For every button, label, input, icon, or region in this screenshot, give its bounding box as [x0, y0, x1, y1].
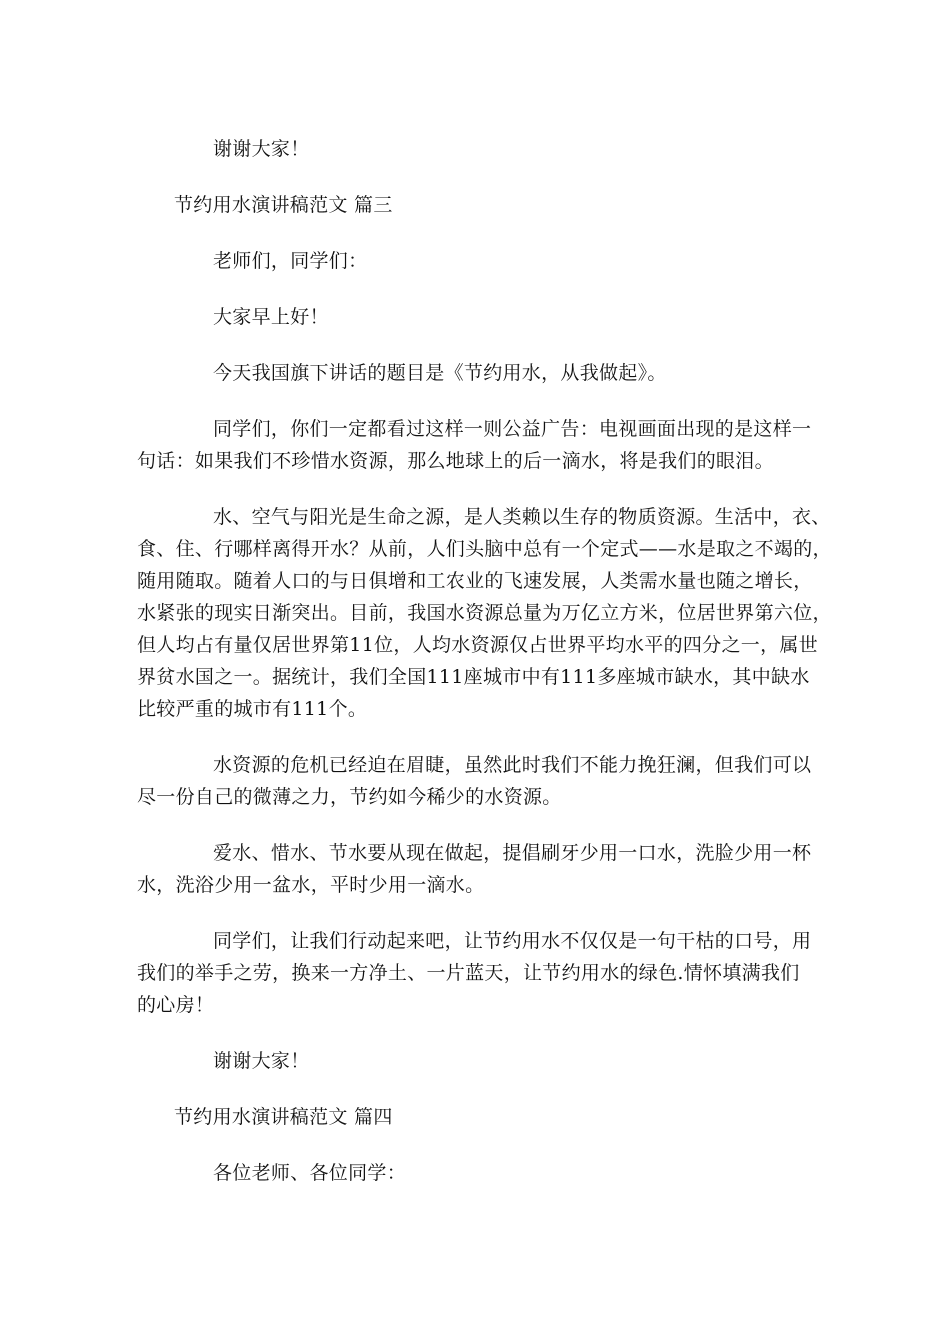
greeting-morning: 大家早上好！ — [213, 306, 329, 328]
para5-line2: 我们的举手之劳，换来一方净土、一片蓝天，让节约用水的绿色.情怀填满我们 — [137, 962, 800, 984]
para2-line6: 界贫水国之一。据统计，我们全国111座城市中有111多座城市缺水，其中缺水 — [137, 666, 810, 688]
para2-line3: 随用随取。随着人口的与日俱增和工农业的飞速发展，人类需水量也随之增长， — [137, 570, 813, 592]
para5-line3: 的心房！ — [137, 994, 215, 1016]
para4-line2: 水，洗浴少用一盆水，平时少用一滴水。 — [137, 874, 485, 896]
para2-line5: 但人均占有量仅居世界第11位，人均水资源仅占世界平均水平的四分之一，属世 — [137, 634, 818, 656]
greeting-all: 各位老师、各位同学： — [213, 1162, 407, 1184]
para2-line1: 水、空气与阳光是生命之源，是人类赖以生存的物质资源。生活中，衣、 — [213, 506, 831, 528]
closing-thanks-1: 谢谢大家！ — [213, 138, 310, 160]
para1-line2: 句话：如果我们不珍惜水资源，那么地球上的后一滴水，将是我们的眼泪。 — [137, 450, 774, 472]
para3-line2: 尽一份自己的微薄之力，节约如今稀少的水资源。 — [137, 786, 562, 808]
para1-line1: 同学们，你们一定都看过这样一则公益广告：电视画面出现的是这样一 — [213, 418, 812, 440]
closing-thanks-2: 谢谢大家！ — [213, 1050, 310, 1072]
para2-line7: 比较严重的城市有111个。 — [137, 698, 368, 720]
para5-line1: 同学们，让我们行动起来吧，让节约用水不仅仅是一句干枯的口号，用 — [213, 930, 812, 952]
para4-line1: 爱水、惜水、节水要从现在做起，提倡刷牙少用一口水，洗脸少用一杯 — [213, 842, 812, 864]
topic-intro: 今天我国旗下讲话的题目是《节约用水，从我做起》。 — [213, 362, 667, 384]
para2-line4: 水紧张的现实日渐突出。目前，我国水资源总量为万亿立方米，位居世界第六位， — [137, 602, 832, 624]
greeting-teachers-students: 老师们，同学们： — [213, 250, 368, 272]
section-heading-3: 节约用水演讲稿范文 篇三 — [174, 194, 393, 216]
para2-line2: 食、住、行哪样离得开水？从前，人们头脑中总有一个定式——水是取之不竭的， — [137, 538, 832, 560]
section-heading-4: 节约用水演讲稿范文 篇四 — [174, 1106, 393, 1128]
para3-line1: 水资源的危机已经迫在眉睫，虽然此时我们不能力挽狂澜，但我们可以 — [213, 754, 812, 776]
